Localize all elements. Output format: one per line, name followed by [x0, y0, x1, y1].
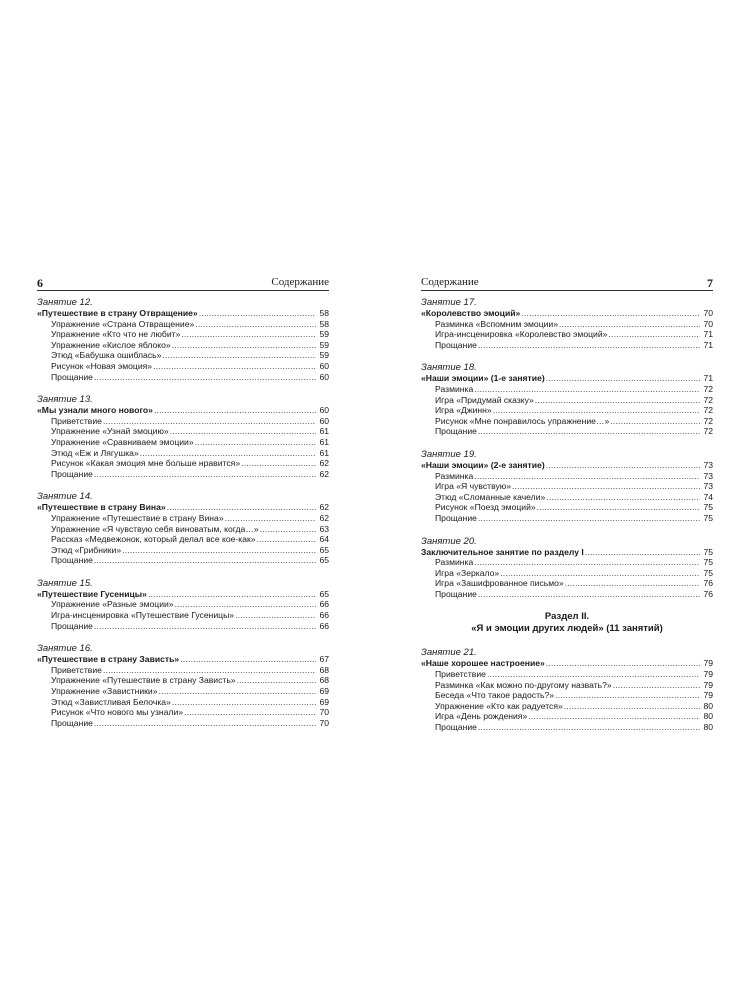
toc-item [37, 534, 329, 545]
toc-item [421, 690, 713, 701]
entry-title: Рисунок «Мне понравилось упражнение…» [435, 415, 610, 426]
entry-page: 60 [319, 415, 329, 426]
lesson-title-row [421, 308, 713, 319]
lesson-block [421, 297, 713, 350]
lesson-number: Занятие 12. [37, 297, 93, 308]
dot-leader [172, 340, 316, 351]
entry-title: Прощание [51, 468, 93, 479]
header-title: Содержание [271, 276, 329, 288]
entry-title: Беседа «Что такое радость?» [435, 690, 555, 701]
lesson-block [421, 362, 713, 437]
entry-page: 79 [703, 690, 713, 701]
dot-leader [546, 373, 700, 384]
dot-leader [478, 340, 700, 351]
entry-title: Этюд «Завистливая Белочка» [51, 696, 171, 707]
entry-title: Этюд «Грибники» [51, 544, 122, 555]
toc-item [421, 578, 713, 589]
section-heading [421, 611, 713, 635]
entry-title: «Путешествие в страну Зависть» [37, 654, 180, 665]
entry-page: 76 [703, 588, 713, 599]
toc-item [37, 340, 329, 351]
entry-page: 65 [319, 544, 329, 555]
toc-item [37, 686, 329, 697]
toc-item [37, 545, 329, 556]
entry-title: Рассказ «Медвежонок, который делал все кое-как» [51, 534, 256, 545]
entry-page: 72 [703, 415, 713, 426]
lesson-block [421, 536, 713, 600]
dot-leader [153, 361, 316, 372]
dot-leader [172, 697, 316, 708]
entry-page: 59 [319, 350, 329, 361]
entry-title: Упражнение «Страна Отвращение» [51, 318, 195, 329]
entry-title: Этюд «Сломанные качели» [435, 491, 546, 502]
toc-item [37, 697, 329, 708]
lesson-number: Занятие 16. [37, 643, 93, 655]
dot-leader [260, 524, 316, 535]
toc-item [421, 426, 713, 437]
dot-leader [94, 555, 316, 566]
lesson-title-row [37, 405, 329, 416]
entry-page: 75 [703, 546, 713, 557]
entry-title: Упражнение «Завистники» [51, 686, 158, 697]
entry-title: Разминка [435, 470, 474, 481]
section-title: Раздел II. [544, 611, 590, 623]
toc-item [421, 395, 713, 406]
entry-page: 80 [703, 700, 713, 711]
entry-title: Разминка [435, 383, 474, 394]
lesson-block [37, 491, 329, 566]
dot-leader [175, 599, 316, 610]
page-header [421, 276, 713, 291]
entry-page: 68 [319, 675, 329, 686]
toc-item [37, 675, 329, 686]
dot-leader [535, 395, 700, 406]
dot-leader [170, 426, 316, 437]
toc-item [421, 471, 713, 482]
dot-leader [122, 545, 316, 556]
toc-item [37, 513, 329, 524]
entry-title: «Наши эмоции» (1-е занятие) [421, 373, 545, 384]
entry-page: 62 [319, 502, 329, 513]
dot-leader [610, 416, 700, 427]
dot-leader [103, 665, 316, 676]
entry-page: 58 [319, 318, 329, 329]
entry-page: 59 [319, 339, 329, 350]
entry-title: Этюд «Еж и Лягушка» [51, 447, 139, 458]
entry-page: 74 [703, 491, 713, 502]
toc-item [421, 416, 713, 427]
lesson-block [421, 449, 713, 524]
dot-leader [103, 416, 316, 427]
entry-title: Игра «Я чувствую» [435, 481, 512, 492]
dot-leader [559, 319, 700, 330]
entry-page: 66 [319, 610, 329, 621]
entry-title: Игра «Джинн» [435, 405, 492, 416]
entry-page: 68 [319, 664, 329, 675]
entry-page: 80 [703, 722, 713, 733]
toc-item [37, 372, 329, 383]
toc-item [421, 481, 713, 492]
entry-page: 72 [703, 383, 713, 394]
dot-leader [500, 568, 700, 579]
toc-list [421, 297, 713, 599]
entry-title: Упражнение «Кто как радуется» [435, 700, 563, 711]
dot-leader [474, 471, 700, 482]
lesson-number: Занятие 15. [37, 577, 93, 589]
entry-page: 66 [319, 620, 329, 631]
lesson-number: Занятие 13. [37, 394, 93, 406]
dot-leader [225, 513, 316, 524]
dot-leader [493, 405, 700, 416]
entry-title: Упражнение «Кислое яблоко» [51, 339, 171, 350]
toc-item [37, 448, 329, 459]
dot-leader [140, 448, 316, 459]
entry-title: «Мы узнали много нового» [37, 405, 153, 416]
entry-title: «Путешествие Гусеницы» [37, 588, 147, 599]
toc-item [37, 329, 329, 340]
entry-page: 69 [319, 696, 329, 707]
dot-leader [537, 502, 700, 513]
entry-title: Упражнение «Кто что не любит» [51, 329, 181, 340]
entry-page: 79 [703, 658, 713, 669]
entry-title: Заключительное занятие по разделу I [421, 546, 584, 557]
entry-page: 59 [319, 329, 329, 340]
dot-leader [180, 654, 316, 665]
toc-item [37, 621, 329, 632]
dot-leader [546, 658, 700, 669]
entry-page: 75 [703, 567, 713, 578]
entry-page: 63 [319, 523, 329, 534]
entry-title: Игра «Зеркало» [435, 567, 500, 578]
toc-item [421, 557, 713, 568]
lesson-title-row [37, 589, 329, 600]
entry-title: Упражнение «Разные эмоции» [51, 599, 174, 610]
lesson-number: Занятие 19. [421, 448, 477, 460]
entry-page: 60 [319, 405, 329, 416]
entry-title: «Путешествие в страну Вина» [37, 502, 166, 513]
dot-leader [564, 701, 700, 712]
entry-page: 79 [703, 679, 713, 690]
entry-page: 72 [703, 426, 713, 437]
page-number: 7 [707, 276, 713, 290]
dot-leader [199, 308, 316, 319]
toc-item [37, 599, 329, 610]
lesson-number: Занятие 18. [421, 362, 477, 374]
lesson-title-row [421, 547, 713, 558]
entry-page: 60 [319, 360, 329, 371]
entry-page: 66 [319, 599, 329, 610]
header-title: Содержание [421, 276, 479, 288]
toc-item [37, 524, 329, 535]
toc-item [421, 680, 713, 691]
dot-leader [159, 686, 316, 697]
page-header [37, 276, 329, 291]
toc-item [37, 426, 329, 437]
lesson-block [37, 297, 329, 382]
entry-page: 72 [703, 394, 713, 405]
dot-leader [478, 589, 700, 600]
toc-item [37, 707, 329, 718]
dot-leader [528, 711, 700, 722]
entry-page: 65 [319, 555, 329, 566]
entry-page: 60 [319, 371, 329, 382]
entry-page: 67 [319, 654, 329, 665]
entry-title: Игра «Придумай сказку» [435, 394, 534, 405]
toc-item [37, 469, 329, 480]
left-page [37, 276, 329, 740]
dot-leader [478, 722, 700, 733]
toc-item [421, 319, 713, 330]
dot-leader [195, 437, 316, 448]
dot-leader [184, 707, 316, 718]
toc-item [37, 610, 329, 621]
entry-page: 64 [319, 534, 329, 545]
toc-item [37, 361, 329, 372]
entry-title: Прощание [51, 555, 93, 566]
entry-title: Упражнение «Сравниваем эмоции» [51, 436, 194, 447]
entry-page: 71 [703, 373, 713, 384]
dot-leader [94, 621, 316, 632]
dot-leader [613, 680, 700, 691]
entry-title: Прощание [435, 339, 477, 350]
entry-title: Игра-инсценировка «Королевство эмоций» [435, 329, 608, 340]
entry-title: «Королевство эмоций» [421, 308, 521, 318]
lesson-title-row [421, 658, 713, 669]
entry-title: Приветствие [435, 669, 486, 680]
entry-title: Прощание [51, 717, 93, 728]
dot-leader [181, 329, 316, 340]
lesson-block [37, 394, 329, 479]
entry-page: 61 [319, 447, 329, 458]
toc-item [37, 319, 329, 330]
entry-title: Прощание [51, 620, 93, 631]
dot-leader [565, 578, 700, 589]
dot-leader [94, 469, 316, 480]
entry-page: 73 [703, 481, 713, 492]
entry-page: 62 [319, 468, 329, 479]
lesson-title-row [421, 373, 713, 384]
dot-leader [257, 534, 316, 545]
entry-title: Прощание [51, 371, 93, 382]
entry-title: Прощание [435, 512, 477, 523]
entry-page: 69 [319, 686, 329, 697]
dot-leader [608, 329, 700, 340]
entry-title: Игра «День рождения» [435, 711, 528, 722]
dot-leader [94, 372, 316, 383]
toc-item [421, 513, 713, 524]
entry-page: 71 [703, 339, 713, 350]
entry-title: «Наше хорошее настроение» [421, 658, 545, 669]
lesson-number: Занятие 17. [421, 297, 477, 308]
entry-title: Рисунок «Какая эмоция мне больше нравится» [51, 458, 241, 469]
lesson-title-row [37, 308, 329, 319]
entry-title: Рисунок «Поезд эмоций» [435, 502, 536, 513]
entry-title: Прощание [435, 588, 477, 599]
entry-page: 72 [703, 405, 713, 416]
entry-page: 73 [703, 470, 713, 481]
dot-leader [235, 610, 316, 621]
entry-page: 58 [319, 308, 329, 318]
lesson-title-row [37, 654, 329, 665]
toc-item [37, 718, 329, 729]
entry-title: «Наши эмоции» (2-е занятие) [421, 459, 545, 470]
entry-title: Разминка «Как можно по-другому назвать?» [435, 679, 612, 690]
toc-item [37, 416, 329, 427]
toc-item [37, 555, 329, 566]
entry-page: 70 [703, 318, 713, 329]
entry-page: 70 [319, 717, 329, 728]
entry-page: 70 [703, 308, 713, 318]
entry-page: 75 [703, 557, 713, 568]
toc-list [37, 297, 329, 728]
entry-title: «Путешествие в страну Отвращение» [37, 308, 198, 318]
lesson-block [421, 647, 713, 732]
page-number: 6 [37, 276, 43, 290]
entry-title: Упражнение «Путешествие в страну Вина» [51, 512, 224, 523]
toc-item [37, 350, 329, 361]
toc-item [37, 665, 329, 676]
entry-title: Приветствие [51, 415, 102, 426]
toc-item [421, 405, 713, 416]
entry-page: 75 [703, 512, 713, 523]
dot-leader [148, 589, 316, 600]
dot-leader [478, 426, 700, 437]
dot-leader [512, 481, 700, 492]
lesson-title-row [421, 460, 713, 471]
dot-leader [546, 460, 700, 471]
entry-page: 71 [703, 329, 713, 340]
dot-leader [162, 350, 316, 361]
toc-item [421, 568, 713, 579]
dot-leader [555, 690, 700, 701]
entry-page: 70 [319, 707, 329, 718]
dot-leader [478, 513, 700, 524]
dot-leader [521, 308, 700, 319]
toc-item [421, 340, 713, 351]
toc-item [421, 589, 713, 600]
toc-item [421, 711, 713, 722]
dot-leader [94, 718, 316, 729]
dot-leader [167, 502, 316, 513]
entry-page: 76 [703, 578, 713, 589]
toc-item [421, 384, 713, 395]
toc-item [421, 722, 713, 733]
toc-list [421, 647, 713, 732]
entry-title: Рисунок «Что нового мы узнали» [51, 707, 184, 718]
lesson-number: Занятие 21. [421, 647, 477, 659]
dot-leader [585, 547, 700, 558]
section-subtitle: «Я и эмоции других людей» (11 занятий) [471, 623, 663, 635]
entry-page: 62 [319, 458, 329, 469]
entry-page: 79 [703, 669, 713, 680]
entry-title: Игра-инсценировка «Путешествие Гусеницы» [51, 610, 235, 621]
entry-page: 80 [703, 711, 713, 722]
entry-title: Разминка «Вспомним эмоции» [435, 318, 559, 329]
lesson-block [37, 643, 329, 728]
dot-leader [474, 557, 700, 568]
entry-page: 75 [703, 502, 713, 513]
entry-title: Разминка [435, 557, 474, 568]
lesson-block [37, 578, 329, 631]
entry-page: 73 [703, 459, 713, 470]
entry-title: Упражнение «Узнай эмоцию» [51, 426, 169, 437]
toc-item [421, 502, 713, 513]
entry-title: Прощание [435, 426, 477, 437]
lesson-number: Занятие 14. [37, 491, 93, 503]
dot-leader [237, 675, 316, 686]
dot-leader [546, 492, 700, 503]
toc-item [421, 701, 713, 712]
entry-title: Рисунок «Новая эмоция» [51, 360, 153, 371]
toc-item [421, 492, 713, 503]
right-page [421, 276, 713, 745]
entry-page: 65 [319, 588, 329, 599]
entry-title: Прощание [435, 722, 477, 733]
entry-title: Упражнение «Я чувствую себя виноватым, когда…» [51, 523, 259, 534]
entry-title: Этюд «Бабушка ошиблась» [51, 350, 162, 361]
toc-item [421, 329, 713, 340]
lesson-number: Занятие 20. [421, 535, 477, 547]
toc-item [421, 669, 713, 680]
entry-page: 61 [319, 426, 329, 437]
dot-leader [195, 319, 316, 330]
entry-page: 62 [319, 512, 329, 523]
lesson-title-row [37, 502, 329, 513]
dot-leader [154, 405, 316, 416]
toc-item [37, 437, 329, 448]
entry-title: Игра «Зашифрованное письмо» [435, 578, 564, 589]
toc-item [37, 458, 329, 469]
entry-page: 61 [319, 436, 329, 447]
entry-title: Приветствие [51, 664, 102, 675]
entry-title: Упражнение «Путешествие в страну Зависть» [51, 675, 236, 686]
dot-leader [487, 669, 700, 680]
dot-leader [474, 384, 700, 395]
dot-leader [241, 458, 316, 469]
